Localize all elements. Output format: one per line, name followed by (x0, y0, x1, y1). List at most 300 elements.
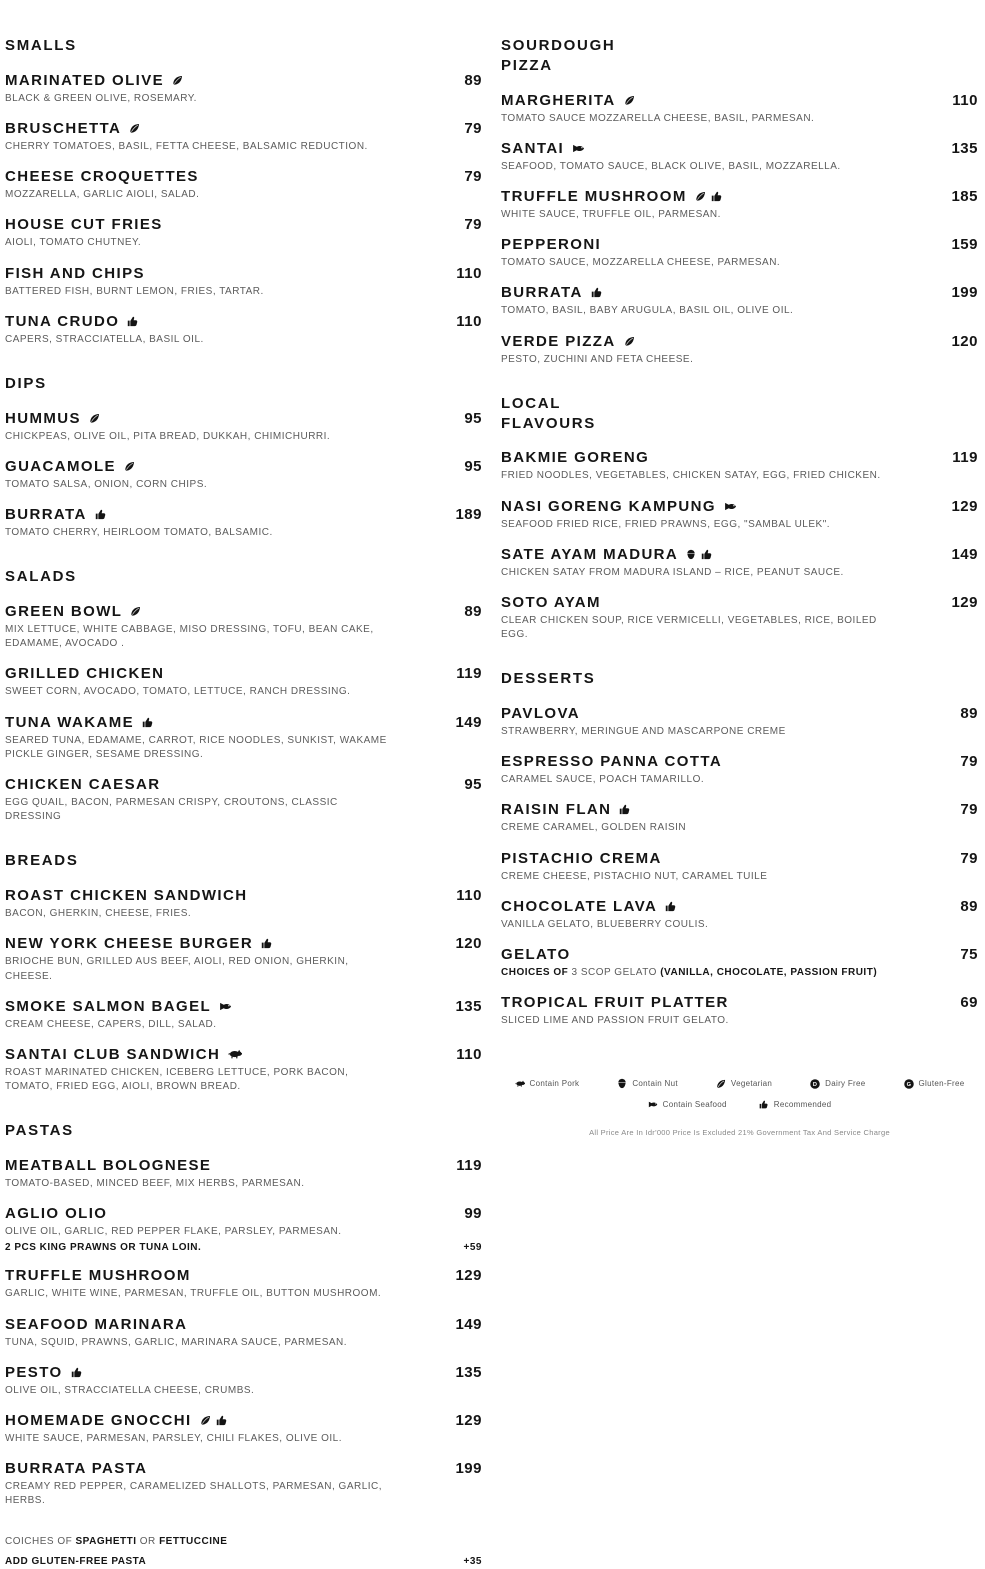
menu-item (5, 265, 482, 299)
thumbs-up-icon (711, 191, 723, 202)
menu-item-price: 95 (464, 409, 482, 427)
menu-sections-left (5, 36, 482, 1569)
gluten-free-circle-icon (904, 1079, 914, 1089)
menu-item-price: 119 (952, 449, 978, 467)
menu-item-header (501, 140, 978, 157)
menu-item-name-group (5, 410, 100, 427)
menu-item-name: PISTACHIO CREMA (501, 849, 662, 867)
menu-item-header (5, 313, 482, 330)
menu-item-description: CARAMEL SAUCE, POACH TAMARILLO. (501, 774, 705, 786)
menu-item-description: TUNA, SQUID, PRAWNS, GARLIC, MARINARA SAUCE, PARMESAN. (5, 1336, 348, 1348)
menu-item-name-group (5, 1046, 242, 1063)
note-price: +35 (463, 1555, 482, 1567)
menu-section (501, 669, 978, 1028)
menu-item-icons (695, 191, 723, 202)
menu-item-price: 110 (456, 264, 482, 282)
legend-row-1 (501, 1078, 978, 1089)
nut-icon (686, 549, 696, 560)
menu-item (501, 92, 978, 126)
menu-item (501, 140, 978, 174)
menu-item (5, 776, 482, 824)
menu-item-name-group (5, 665, 164, 682)
section-title (5, 851, 482, 871)
menu-item-header (5, 168, 482, 185)
legend-label: Recommended (773, 1100, 832, 1110)
menu-item-description: CHICKPEAS, OLIVE OIL, PITA BREAD, DUKKAH, CHIMICHURRI. (5, 430, 331, 442)
menu-item-price: 89 (960, 897, 978, 915)
menu-item-price: 135 (455, 997, 482, 1015)
menu-item-icons (624, 336, 635, 347)
description-segment: CHOICES OF (501, 966, 572, 978)
menu-item-name-group (501, 449, 649, 466)
menu-item (5, 313, 482, 347)
menu-item-name-group (5, 1267, 191, 1284)
text-segment: COICHES OF (5, 1535, 76, 1547)
menu-item-name-group (501, 594, 601, 611)
section-title (5, 1121, 482, 1141)
menu-item (501, 994, 978, 1028)
menu-item-name-group (501, 705, 580, 722)
menu-item-name-group (501, 946, 571, 963)
menu-item (5, 935, 482, 983)
menu-item-price: 129 (951, 497, 978, 515)
menu-item-icons (129, 123, 140, 134)
legend-entry (759, 1100, 832, 1109)
menu-item-description: CLEAR CHICKEN SOUP, RICE VERMICELLI, VEGETABLES, RICE, BOILED EGG. (501, 614, 877, 641)
menu-section (5, 567, 482, 824)
menu-item-header (501, 946, 978, 963)
menu-item-header (5, 998, 482, 1015)
menu-item-name: GELATO (501, 945, 571, 963)
menu-item-header (501, 333, 978, 350)
section-title (501, 394, 978, 434)
legend (501, 1078, 978, 1136)
menu-item-name-group (5, 72, 183, 89)
section-title-line: DIPS (5, 374, 47, 392)
menu-item-name: SATE AYAM MADURA (501, 545, 679, 563)
menu-item-description: CHERRY TOMATOES, BASIL, FETTA CHEESE, BALSAMIC REDUCTION. (5, 140, 368, 152)
menu-item (501, 898, 978, 932)
menu-item-description: TOMATO-BASED, MINCED BEEF, MIX HERBS, PARMESAN. (5, 1178, 305, 1190)
section-title (5, 36, 482, 56)
menu-item (5, 1364, 482, 1398)
menu-item-name-group (5, 603, 141, 620)
menu-item-description: AIOLI, TOMATO CHUTNEY. (5, 237, 142, 249)
thumbs-up-icon (701, 549, 713, 560)
thumbs-up-icon (95, 509, 107, 520)
menu-item-name: FISH AND CHIPS (5, 264, 145, 282)
menu-item-name: PAVLOVA (501, 705, 580, 723)
fish-icon (724, 502, 737, 511)
pig-icon (228, 1049, 242, 1059)
section-title (5, 374, 482, 394)
menu-item-description: PESTO, ZUCHINI AND FETA CHEESE. (501, 353, 694, 365)
menu-section (5, 1121, 482, 1568)
menu-item-price: 135 (951, 139, 978, 157)
menu-item-price: 75 (960, 945, 978, 963)
menu-item-header (5, 1460, 482, 1477)
menu-item-name-group (501, 546, 713, 563)
menu-item-icons (724, 502, 737, 511)
menu-item-name: GUACAMOLE (5, 457, 116, 475)
menu-item (501, 546, 978, 580)
menu-item-description: OLIVE OIL, GARLIC, RED PEPPER FLAKE, PARSLEY, PARMESAN. (5, 1226, 342, 1238)
legend-label: Contain Nut (632, 1079, 678, 1089)
menu-item-icons (142, 717, 154, 728)
menu-item-header (501, 753, 978, 770)
menu-item-price: 135 (455, 1363, 482, 1381)
legend-entry (716, 1079, 772, 1089)
section-title-line: FLAVOURS (501, 414, 596, 432)
menu-item-name: BURRATA (501, 284, 583, 302)
menu-item-description: WHITE SAUCE, TRUFFLE OIL, PARMESAN. (501, 208, 721, 220)
menu-sections-right (501, 36, 978, 1028)
leaf-icon (695, 191, 706, 202)
menu-item-name: SMOKE SALMON BAGEL (5, 997, 212, 1015)
menu-item (5, 887, 482, 921)
menu-item-name: SANTAI CLUB SANDWICH (5, 1045, 221, 1063)
nut-icon (617, 1078, 627, 1089)
menu-item (5, 1316, 482, 1350)
fish-icon (219, 1002, 232, 1011)
price-footnote: All Price Are In Idr'000 Price Is Excluded 21% Government Tax And Service Charge (589, 1127, 890, 1137)
menu-item (5, 410, 482, 444)
menu-item-price: 129 (455, 1412, 482, 1430)
menu-item-price: 110 (952, 91, 978, 109)
thumbs-up-icon (665, 901, 677, 912)
leaf-icon (716, 1079, 726, 1089)
menu-item (501, 236, 978, 270)
menu-item-name: CHICKEN CAESAR (5, 776, 161, 794)
menu-item (5, 1460, 482, 1508)
menu-item-price: 129 (455, 1267, 482, 1285)
leaf-icon (624, 336, 635, 347)
menu-item-icons (624, 95, 635, 106)
section-title-line: PASTAS (5, 1122, 74, 1140)
menu-item (5, 1157, 482, 1191)
menu-item (501, 449, 978, 483)
menu-item-header (5, 1364, 482, 1381)
section-title (5, 567, 482, 587)
leaf-icon (624, 95, 635, 106)
menu-item-name: HOUSE CUT FRIES (5, 216, 163, 234)
menu-item-description: FRIED NOODLES, VEGETABLES, CHICKEN SATAY, EGG, FRIED CHICKEN. (501, 470, 881, 482)
menu-item-icons (95, 509, 107, 520)
thumbs-up-icon (216, 1415, 228, 1426)
menu-item-name: BRUSCHETTA (5, 119, 122, 137)
menu-item-icons (572, 144, 585, 153)
menu-item-description: TOMATO SALSA, ONION, CORN CHIPS. (5, 478, 208, 490)
fish-icon (648, 1101, 658, 1108)
section-note (5, 1535, 482, 1549)
menu-item-header (501, 898, 978, 915)
menu-item-description: CREME CHEESE, PISTACHIO NUT, CARAMEL TUILE (501, 870, 768, 882)
thumbs-up-icon (71, 1367, 83, 1378)
menu-item-price: 149 (455, 1315, 482, 1333)
menu-item-header (5, 410, 482, 427)
menu-item-icons (665, 901, 677, 912)
legend-entry (515, 1079, 580, 1088)
description-segment: 3 SCOP GELATO (571, 966, 661, 978)
menu-item-header (5, 887, 482, 904)
menu-item-description: TOMATO CHERRY, HEIRLOOM TOMATO, BALSAMIC. (5, 527, 273, 539)
menu-item-price: 119 (456, 1157, 482, 1175)
menu-item-header (5, 776, 482, 793)
thumbs-up-icon (127, 316, 139, 327)
menu-item-price: 89 (464, 603, 482, 621)
menu-item-description: SEARED TUNA, EDAMAME, CARROT, RICE NOODLES, SUNKIST, WAKAME PICKLE GINGER, SESAME DRESSING. (5, 734, 387, 760)
menu-item-name: GRILLED CHICKEN (5, 665, 165, 683)
menu-item-header (501, 92, 978, 109)
menu-item-name: SEAFOOD MARINARA (5, 1315, 188, 1333)
menu-item (5, 216, 482, 250)
menu-item-description: BLACK & GREEN OLIVE, ROSEMARY. (5, 92, 197, 104)
menu-item-description: GARLIC, WHITE WINE, PARMESAN, TRUFFLE OIL, BUTTON MUSHROOM. (5, 1288, 382, 1300)
section-title (501, 36, 978, 76)
menu-item-name: TRUFFLE MUSHROOM (5, 1267, 191, 1285)
menu-item-description: SWEET CORN, AVOCADO, TOMATO, LETTUCE, RANCH DRESSING. (5, 686, 351, 698)
legend-row-2 (501, 1100, 978, 1109)
menu-item-name: NEW YORK CHEESE BURGER (5, 935, 254, 953)
menu-item-description: CREAM CHEESE, CAPERS, DILL, SALAD. (5, 1018, 217, 1030)
menu-item-header (5, 603, 482, 620)
legend-label: Contain Seafood (662, 1100, 727, 1110)
menu-item-name-group (5, 998, 232, 1015)
menu-item-name: TUNA WAKAME (5, 713, 134, 731)
svg-text:D: D (813, 1081, 818, 1088)
menu-item-header (5, 1316, 482, 1333)
menu-item-price: 79 (464, 168, 482, 186)
menu-section (5, 374, 482, 540)
menu-item-description: BACON, GHERKIN, CHEESE, FRIES. (5, 908, 192, 920)
menu-item-icons (228, 1049, 242, 1059)
menu-item-name: HUMMUS (5, 409, 81, 427)
menu-item-name: HOMEMADE GNOCCHI (5, 1412, 192, 1430)
menu-item-description: VANILLA GELATO, BLUEBERRY COULIS. (501, 918, 709, 930)
menu-item-description: CREME CARAMEL, GOLDEN RAISIN (501, 822, 687, 834)
menu-item-icons (686, 549, 713, 560)
menu-item-price: 120 (951, 332, 978, 350)
menu-item-header (5, 120, 482, 137)
menu-item (5, 603, 482, 651)
menu-item-header (5, 216, 482, 233)
menu-item-header (5, 1157, 482, 1174)
menu-item-name: SOTO AYAM (501, 593, 601, 611)
menu-item-header (5, 935, 482, 952)
menu-item-name-group (5, 1412, 228, 1429)
menu-item-description: EGG QUAIL, BACON, PARMESAN CRISPY, CROUTONS, CLASSIC DRESSING (5, 797, 338, 823)
menu-item-name: BURRATA PASTA (5, 1460, 148, 1478)
menu-item-price: 79 (960, 849, 978, 867)
menu-item-header (501, 801, 978, 818)
pig-icon (515, 1080, 525, 1087)
menu-item-description: OLIVE OIL, STRACCIATELLA CHEESE, CRUMBS. (5, 1384, 255, 1396)
menu-item (501, 594, 978, 642)
menu-item-name-group (5, 313, 139, 330)
section-title-line: BREADS (5, 852, 79, 870)
menu-item-name-group (5, 887, 247, 904)
menu-item-header (5, 265, 482, 282)
menu-item (5, 458, 482, 492)
menu-item-name: ROAST CHICKEN SANDWICH (5, 887, 248, 905)
menu-item (5, 1205, 482, 1253)
menu-item-header (5, 1412, 482, 1429)
menu-section (5, 36, 482, 347)
legend-label: Dairy Free (825, 1079, 866, 1089)
menu-item-price: 89 (464, 71, 482, 89)
menu-item-name-group (501, 284, 603, 301)
menu-item-price: 79 (960, 753, 978, 771)
menu-item (5, 168, 482, 202)
menu-item-header (5, 72, 482, 89)
svg-text:G: G (906, 1081, 911, 1088)
menu-item-description: BRIOCHE BUN, GRILLED AUS BEEF, AIOLI, RED ONION, GHERKIN, CHEESE. (5, 956, 349, 982)
menu-item-name-group (501, 753, 722, 770)
menu-item-name: AGLIO OLIO (5, 1205, 108, 1223)
menu-item (501, 850, 978, 884)
description-segment: (VANILLA, CHOCOLATE, PASSION FRUIT) (660, 966, 878, 978)
menu-item-header (5, 1267, 482, 1284)
menu-item-header (5, 1046, 482, 1063)
menu-item-name-group (5, 1364, 83, 1381)
section-title-line: DESSERTS (501, 670, 596, 688)
text-segment: SPAGHETTI (75, 1535, 137, 1547)
menu-item-name-group (5, 168, 199, 185)
menu-item-name: VERDE PIZZA (501, 332, 616, 350)
menu-item-name-group (5, 216, 163, 233)
menu-item-header (501, 188, 978, 205)
section-title-line: SMALLS (5, 37, 77, 54)
menu-item-name: TUNA CRUDO (5, 312, 120, 330)
menu-item-description: TOMATO SAUCE MOZZARELLA CHEESE, BASIL, PARMESAN. (501, 112, 815, 124)
legend-entry (648, 1100, 727, 1109)
menu-item (5, 714, 482, 762)
menu-item-icons (89, 413, 100, 424)
menu-item-name-group (5, 1157, 211, 1174)
menu-item-icons (130, 606, 141, 617)
menu-item (5, 72, 482, 106)
menu-item-price: 99 (464, 1205, 482, 1223)
menu-item-price: 119 (456, 665, 482, 683)
menu-item-price: 89 (960, 705, 978, 723)
menu-item-description: CREAMY RED PEPPER, CARAMELIZED SHALLOTS, PARMESAN, GARLIC, HERBS. (5, 1481, 383, 1507)
menu-item-name: CHEESE CROQUETTES (5, 168, 199, 186)
menu-item-description: CHICKEN SATAY FROM MADURA ISLAND – RICE, PEANUT SAUCE. (501, 566, 844, 578)
menu-item-header (501, 498, 978, 515)
menu-item-icons (591, 287, 603, 298)
menu-item-header (5, 458, 482, 475)
fish-icon (572, 144, 585, 153)
section-title-line: PIZZA (501, 56, 553, 74)
menu-item (5, 1046, 482, 1094)
leaf-icon (200, 1415, 211, 1426)
menu-item-description: SEAFOOD, TOMATO SAUCE, BLACK OLIVE, BASIL, MOZZARELLA. (501, 160, 841, 172)
text-segment: OR (136, 1535, 160, 1547)
text-segment: FETTUCCINE (159, 1535, 228, 1547)
menu-item (501, 946, 978, 980)
menu-item-name-group (5, 1316, 187, 1333)
leaf-icon (124, 461, 135, 472)
menu-item-icons (127, 316, 139, 327)
menu-item-name: SANTAI (501, 139, 565, 157)
menu-item-price: 110 (456, 887, 482, 905)
menu-item-price: 110 (456, 312, 482, 330)
menu-column-left (5, 36, 482, 1567)
menu-column-right (501, 36, 978, 1411)
menu-item-header (501, 546, 978, 563)
menu-item-icons (261, 938, 273, 949)
menu-item-price: 129 (951, 593, 978, 611)
menu-item-name-group (501, 188, 723, 205)
menu-item (5, 998, 482, 1032)
menu-item-name: GREEN BOWL (5, 603, 123, 621)
menu-item-name-group (5, 458, 135, 475)
menu-item (5, 1267, 482, 1301)
menu-item-price: 95 (464, 457, 482, 475)
menu-item-name-group (5, 506, 107, 523)
menu-item-description: MOZZARELLA, GARLIC AIOLI, SALAD. (5, 189, 200, 201)
menu-item-name: TRUFFLE MUSHROOM (501, 187, 687, 205)
menu-item-price: 79 (464, 119, 482, 137)
menu-item-name-group (501, 92, 635, 109)
note-text (5, 1555, 146, 1569)
menu-item-price: 79 (960, 801, 978, 819)
menu-item (5, 120, 482, 154)
menu-item-name-group (5, 1460, 147, 1477)
menu-item-header (5, 714, 482, 731)
menu-item-price: 149 (455, 713, 482, 731)
menu-item-price: 69 (960, 994, 978, 1012)
menu-item-name: ESPRESSO PANNA COTTA (501, 753, 723, 771)
menu-item-name-group (501, 498, 737, 515)
leaf-icon (130, 606, 141, 617)
thumbs-up-icon (619, 804, 631, 815)
menu-item-name-group (501, 850, 662, 867)
menu-item-extra (5, 1242, 482, 1253)
menu-item-name: RAISIN FLAN (501, 801, 612, 819)
menu-item-description: TOMATO, BASIL, BABY ARUGULA, BASIL OIL, OLIVE OIL. (501, 305, 794, 317)
menu-item-header (501, 594, 978, 611)
menu-item-header (501, 705, 978, 722)
menu-item-description: WHITE SAUCE, PARMESAN, PARSLEY, CHILI FLAKES, OLIVE OIL. (5, 1433, 342, 1445)
menu-item (501, 801, 978, 835)
menu-item-name-group (5, 265, 145, 282)
section-title (501, 669, 978, 689)
menu-item-icons (219, 1002, 232, 1011)
menu-item-name: MARGHERITA (501, 91, 616, 109)
menu-item-name: BURRATA (5, 506, 87, 524)
menu-item-name-group (5, 714, 154, 731)
menu-item (501, 753, 978, 787)
menu-item-description: STRAWBERRY, MERINGUE AND MASCARPONE CREME (501, 726, 786, 738)
menu-item-description: ROAST MARINATED CHICKEN, ICEBERG LETTUCE, PORK BACON, TOMATO, FRIED EGG, AIOLI, BROWN BREAD. (5, 1066, 349, 1093)
menu-item (5, 506, 482, 540)
menu-item-price: 95 (464, 776, 482, 794)
menu-item-name-group (501, 140, 585, 157)
menu-item-name: NASI GORENG KAMPUNG (501, 497, 716, 515)
text-segment: ADD GLUTEN-FREE PASTA (5, 1555, 147, 1567)
menu-item-price: 185 (951, 187, 978, 205)
menu-item-name: PESTO (5, 1363, 63, 1381)
leaf-icon (89, 413, 100, 424)
menu-item-icons (172, 75, 183, 86)
menu-item (501, 188, 978, 222)
thumbs-up-icon (261, 938, 273, 949)
menu-item-description: CAPERS, STRACCIATELLA, BASIL OIL. (5, 333, 204, 345)
menu-item-name-group (501, 333, 635, 350)
menu-item-name-group (5, 1205, 107, 1222)
section-title-line: SALADS (5, 568, 77, 586)
